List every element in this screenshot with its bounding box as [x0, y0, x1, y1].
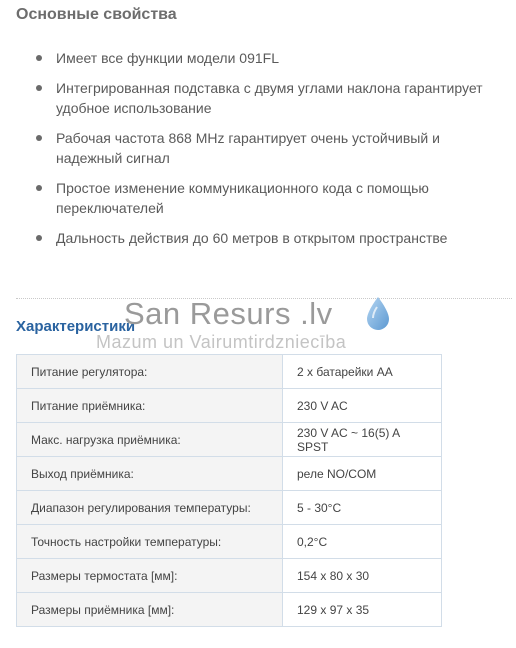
- spec-value: реле NO/COM: [283, 457, 442, 491]
- watermark-main-text: San Resurs .lv: [124, 296, 333, 331]
- feature-text: Дальность действия до 60 метров в открытом пространстве: [56, 230, 448, 246]
- bullet-icon: [36, 185, 42, 191]
- feature-text: Рабочая частота 868 MHz гарантирует очень устойчивый и надежный сигнал: [56, 130, 440, 166]
- table-row: [17, 423, 442, 457]
- list-item: [36, 78, 508, 118]
- spec-label: Питание приёмника:: [17, 389, 283, 423]
- spec-label: Точность настройки температуры:: [17, 525, 283, 559]
- spec-label: Питание регулятора:: [17, 355, 283, 389]
- spec-value: 0,2°C: [283, 525, 442, 559]
- water-drop-icon: [364, 296, 392, 332]
- table-row: [17, 491, 442, 525]
- feature-text: Интегрированная подставка с двумя углами наклона гарантирует удобное использование: [56, 80, 483, 116]
- list-item: [36, 228, 508, 248]
- table-row: [17, 389, 442, 423]
- watermark: [96, 296, 426, 356]
- feature-text: Имеет все функции модели 091FL: [56, 50, 279, 66]
- list-item: [36, 48, 508, 68]
- spec-label: Размеры приёмника [мм]:: [17, 593, 283, 627]
- bullet-icon: [36, 55, 42, 61]
- feature-text: Простое изменение коммуникационного кода с помощью переключателей: [56, 180, 429, 216]
- spec-label: Макс. нагрузка приёмника:: [17, 423, 283, 457]
- table-row: [17, 593, 442, 627]
- list-item: [36, 178, 508, 218]
- section-title: Основные свойства: [16, 6, 177, 23]
- characteristics-title: Характеристики: [16, 318, 136, 335]
- spec-label: Размеры термостата [мм]:: [17, 559, 283, 593]
- table-row: [17, 525, 442, 559]
- list-item: [36, 128, 508, 168]
- spec-value: 5 - 30°C: [283, 491, 442, 525]
- table-row: [17, 355, 442, 389]
- bullet-icon: [36, 135, 42, 141]
- section-divider: [16, 298, 512, 299]
- spec-value: 230 V AC ~ 16(5) A SPST: [283, 423, 442, 457]
- spec-value: 154 x 80 x 30: [283, 559, 442, 593]
- bullet-icon: [36, 235, 42, 241]
- spec-value: 2 x батарейки AA: [283, 355, 442, 389]
- spec-label: Диапазон регулирования температуры:: [17, 491, 283, 525]
- feature-list: [36, 48, 508, 258]
- watermark-sub-text: Mazum un Vairumtirdzniecība: [96, 332, 347, 352]
- spec-value: 129 x 97 x 35: [283, 593, 442, 627]
- table-row: [17, 457, 442, 491]
- spec-label: Выход приёмника:: [17, 457, 283, 491]
- table-row: [17, 559, 442, 593]
- specs-table: [16, 354, 442, 627]
- spec-value: 230 V AC: [283, 389, 442, 423]
- bullet-icon: [36, 85, 42, 91]
